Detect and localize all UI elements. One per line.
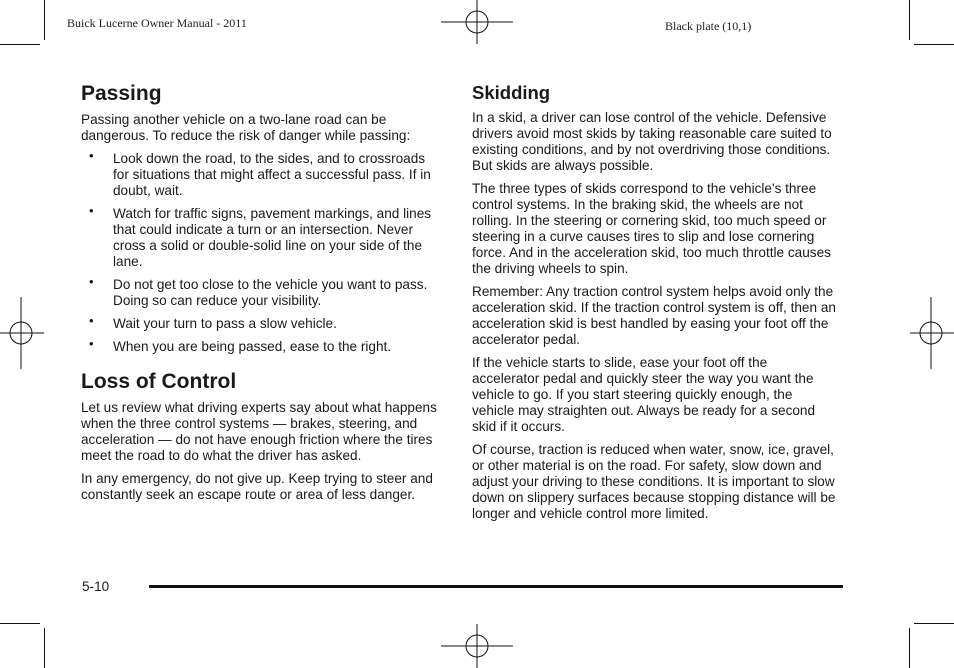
section-skidding bbox=[472, 82, 836, 522]
section-title-passing: Passing bbox=[81, 82, 162, 105]
bullet-icon: • bbox=[89, 313, 94, 328]
list-item: • Watch for traffic signs, pavement markings, and lines that could indicate a turn or an intersection. Never cross a solid or double-solid line on your side of the lane. bbox=[89, 203, 432, 269]
registration-mark-icon bbox=[910, 297, 954, 369]
section-passing bbox=[81, 82, 443, 355]
header-manual-title: Buick Lucerne Owner Manual - 2011 bbox=[67, 16, 247, 30]
list-item: • Do not get too close to the vehicle you want to pass. Doing so can reduce your visibility. bbox=[89, 274, 428, 308]
paragraph: Of course, traction is reduced when water, snow, ice, gravel, or other material is on the road. For safety, slow down and adjust your driving to these conditions. It is important to slow down on slippery surfaces because stopping distance will be longer and vehicle control more limited. bbox=[472, 442, 836, 521]
passing-intro: Passing another vehicle on a two-lane road can be dangerous. To reduce the risk of danger while passing: bbox=[81, 112, 411, 143]
crop-mark bbox=[909, 628, 910, 668]
paragraph: The three types of skids correspond to the vehicle's three control systems. In the braking skid, the wheels are not rolling. In the steering or cornering skid, too much speed or steering in a curve causes tires to slip and lose cornering force. And in the acceleration skid, too much throttle causes the driving wheels to spin. bbox=[472, 181, 831, 276]
crop-mark bbox=[914, 623, 954, 624]
page-number: 5-10 bbox=[82, 579, 110, 594]
left-column bbox=[81, 82, 443, 510]
section-loss-of-control bbox=[81, 370, 443, 503]
section-title-skidding: Skidding bbox=[472, 82, 551, 103]
bullet-icon: • bbox=[89, 274, 94, 289]
passing-bullet-list bbox=[81, 148, 443, 355]
crop-mark bbox=[0, 623, 40, 624]
registration-mark-icon bbox=[441, 0, 513, 44]
bullet-icon: • bbox=[89, 203, 94, 218]
header-plate-info: Black plate (10,1) bbox=[665, 19, 752, 33]
paragraph: In a skid, a driver can lose control of the vehicle. Defensive drivers avoid most skids by taking reasonable care suited to existing conditions, and by not overdriving those conditions. But skids are always possible. bbox=[472, 110, 832, 173]
paragraph: Let us review what driving experts say about what happens when the three control systems — brakes, steering, and acceleration — do not have enough friction where the tires meet the road to do what the driver has asked. bbox=[81, 400, 437, 463]
crop-mark bbox=[909, 0, 910, 40]
bullet-icon: • bbox=[89, 148, 94, 163]
right-column bbox=[472, 82, 836, 529]
paragraph: If the vehicle starts to slide, ease your foot off the accelerator pedal and quickly steer the way you want the vehicle to go. If you start steering quickly enough, the vehicle may straighten out. Always be ready for a second skid if it occurs. bbox=[472, 355, 816, 434]
crop-mark bbox=[0, 44, 40, 45]
footer-rule bbox=[149, 585, 843, 588]
registration-mark-icon bbox=[441, 624, 513, 668]
list-item: • Wait your turn to pass a slow vehicle. bbox=[89, 313, 337, 331]
crop-mark bbox=[44, 628, 45, 668]
list-item: • Look down the road, to the sides, and to crossroads for situations that might affect a successful pass. If in doubt, wait. bbox=[89, 148, 431, 198]
crop-mark bbox=[914, 44, 954, 45]
paragraph: Remember: Any traction control system helps avoid only the acceleration skid. If the traction control system is off, then an acceleration skid is best handled by easing your foot off the accelerator pedal. bbox=[472, 284, 836, 347]
paragraph: In any emergency, do not give up. Keep trying to steer and constantly seek an escape route or area of less danger. bbox=[81, 471, 433, 502]
section-title-loss-of-control: Loss of Control bbox=[81, 370, 237, 393]
bullet-icon: • bbox=[89, 336, 94, 351]
registration-mark-icon bbox=[0, 297, 44, 369]
list-item: • When you are being passed, ease to the right. bbox=[89, 336, 392, 354]
crop-mark bbox=[44, 0, 45, 40]
